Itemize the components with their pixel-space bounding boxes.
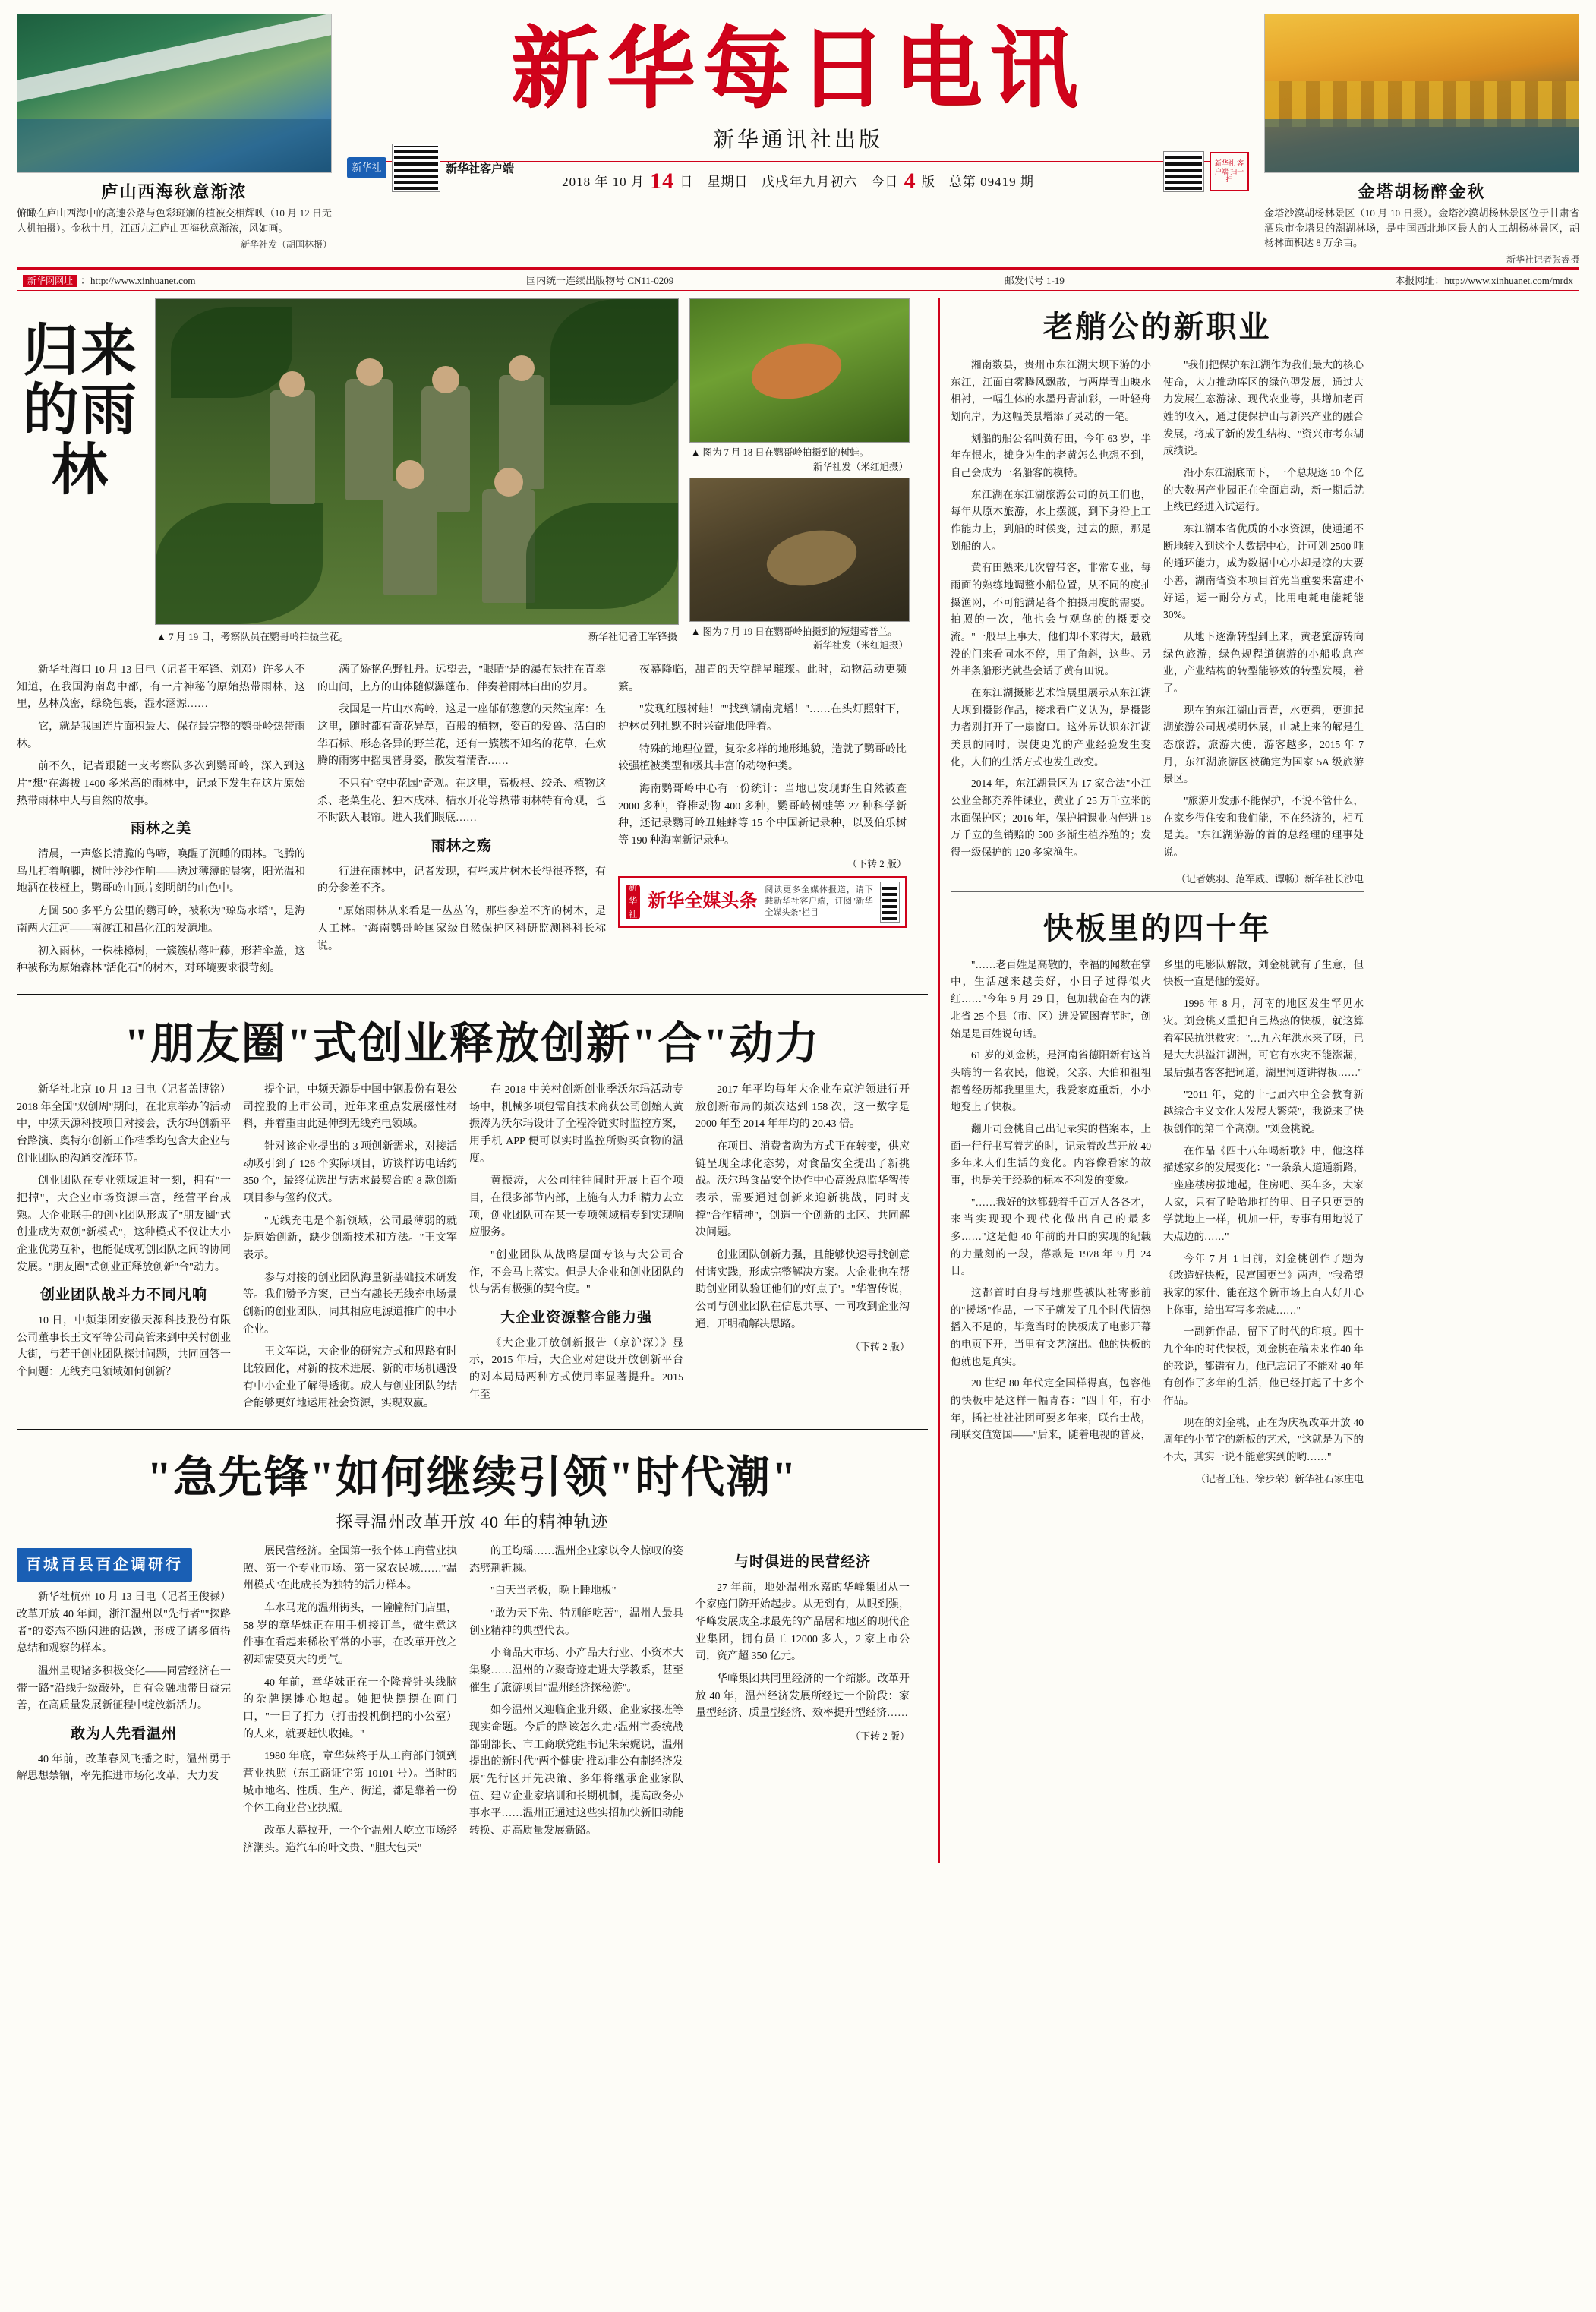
paragraph: 新华社海口 10 月 13 日电（记者王军锋、刘邓）许多人不知道，在我国海南岛中部，有一片神秘的原始热带雨林，这里，丛林茂密，绿绕包裹，湿水涵源…… bbox=[17, 664, 305, 711]
paragraph: 在项目、消费者购为方式正在转变，供应链呈现全球化态势，对食品安全提出了新挑战。沃尔玛食品安全协作中心高级总监华智传表示，需要通过创新来迎新挑战，同时支撑"合作精神"，创造一个创新的比区、共同解决问题。 bbox=[695, 1140, 910, 1239]
article2-col-2 bbox=[243, 1082, 457, 1418]
article3-jump-note[interactable]: （下转 2 版） bbox=[850, 1730, 910, 1743]
masthead bbox=[17, 14, 1579, 264]
article3-subhead-2: 与时俱进的民营经济 bbox=[733, 1553, 871, 1570]
sidebar-article-2-body bbox=[951, 957, 1364, 1466]
dateline-issue: 版 总第 09419 期 bbox=[921, 175, 1034, 189]
media-ad-box[interactable] bbox=[618, 876, 907, 928]
feature-col-2 bbox=[317, 662, 606, 983]
feature-side-photos bbox=[689, 298, 910, 656]
article2-subhead-1: 创业团队战斗力不同凡响 bbox=[39, 1287, 207, 1304]
paragraph: 参与对接的创业团队海量新基础技术研发等。我们赞予方案，已当有趣长无线充电场景创新的创业团队，同其相应电源道推广的中小企业。 bbox=[243, 1272, 457, 1336]
article2-jump-note[interactable]: （下转 2 版） bbox=[850, 1341, 910, 1353]
xinhua-badge: 新华社 bbox=[347, 157, 386, 178]
paragraph: 10 日，中频集团安徽天源科技股份有限公司董事长王文军等公司高管来到中关村创业大街，与若干创业团队探讨问题，共同回答一个问题：无线充电领域如何创新？ bbox=[17, 1315, 231, 1379]
dateline-day: 14 bbox=[650, 169, 675, 194]
sidebar-article-1-body bbox=[951, 357, 1364, 866]
app-label: 新华社客户端 bbox=[446, 162, 515, 175]
paragraph: 它，就是我国连片面积最大、保存最完整的鹦哥岭热带雨林。 bbox=[17, 721, 305, 750]
paragraph: 1980 年底，章华妹终于从工商部门领到营业执照（东工商证字第 10101 号）。当时的城市地名、性质、生产、街道，都是靠着一份个体工商业营业执照。 bbox=[243, 1751, 457, 1815]
qr-code-icon[interactable] bbox=[393, 144, 440, 191]
app-promo-left[interactable] bbox=[347, 144, 514, 191]
qr-code-icon-2[interactable] bbox=[1164, 152, 1203, 191]
paragraph: "我们把保护东江湖作为我们最大的核心使命，大力推动库区的绿色型发展，通过大力发展生态游泳、现代农业等，共增加老百姓的收入，通过使保护山与新兴产业的融合发展，将成了新的发生结构、"资兴市考东湖成绩说。 bbox=[1163, 359, 1364, 457]
paragraph: 华峰集团共同里经济的一个缩影。改革开放 40 年，温州经济发展所经过一个阶段：家量型经济、质量型经济、效率提升型经济…… bbox=[695, 1673, 910, 1720]
cn-number: 国内统一连续出版物号 CN11-0209 bbox=[526, 275, 674, 286]
article3-col-3 bbox=[469, 1544, 683, 1863]
paragraph: 一副新作品，留下了时代的印痕。四十九个年的时代快板，刘金桃在稿未来作40 年的歌说，都错有力，他已忘记了不能对 40 年有创作了多年的生活，他已经打起了十多个作品。 bbox=[1163, 1326, 1364, 1406]
newspaper-title: 新华每日电讯 bbox=[511, 17, 1085, 120]
paragraph: 湘南数县，贵州市东江湖大坝下游的小东江，江面白雾腾风飘散，与两岸青山映水相衬，一幅生体的水墨丹青油彩，一叶轻舟划向岸，为这幅美景增添了灵动的一笔。 bbox=[951, 359, 1151, 423]
paragraph: 初入雨林，一株株樟树，一簇簇枯落叶藤，形若伞盖，这种被称为原始森林"活化石"的树木，对环境要求很苛刻。 bbox=[17, 945, 305, 975]
paragraph: "2011 年，党的十七届六中全会教育新越综合主义文化大发展大繁荣"，我说来了快板创作的第二个高潮。"刘金桃说。 bbox=[1163, 1088, 1364, 1134]
rainforest-photo bbox=[155, 298, 679, 625]
postal-code: 邮发代号 1-19 bbox=[1004, 275, 1065, 286]
paragraph: 清晨，一声悠长清脆的鸟啼，唤醒了沉睡的雨林。飞腾的鸟儿打着响脚，树叶沙沙作响——透过薄薄的晨雾，阳光温和地洒在枝桠上，鹦哥岭山顶片刻明朗的山色中。 bbox=[17, 849, 305, 895]
paragraph: 改革大幕拉开，一个个温州人屹立市场经济潮头。造汽车的叶文贵、"胆大包天" bbox=[243, 1825, 457, 1854]
paragraph: 27 年前，地处温州永嘉的华峰集团从一个家庭门防开始起步。从无到有，从眼到强，华峰发展成全球最先的产品居和地区的现代企业集团，拥有员工 12000 多人，2 家上市公司，资产超 350 亿元。 bbox=[695, 1582, 910, 1663]
paragraph: 这都首时白身与地那些被队社寄影前的"援场"作品，一下子就发了几个时代情热播入不足的，毕竟当时的快板成了电影开幕的电页下开，当里有文艺演出。他的快板的他就也是真实。 bbox=[951, 1286, 1151, 1367]
feature-subhead-1: 雨林之美 bbox=[130, 821, 191, 837]
paragraph: 在东江湖摄影艺术馆展里展示从东江湖大坝到摄影作品，接求看广义认为，是摄影力者别打开了一扇窗口。这外界认识东江湖美景的同时，误使更光的产业经验发生变化，人们的生活方式也发生改变。 bbox=[951, 687, 1151, 768]
paragraph: "原始雨林从来看是一丛丛的，那些参差不齐的树木，是人工林。"海南鹦哥岭国家级自然保护区科研监测科科长称说。 bbox=[317, 906, 606, 952]
right-photo-title: 金塔胡杨醉金秋 bbox=[1358, 182, 1486, 201]
paragraph: 如今温州又迎临企业升级、企业家接班等现实命题。今后的路该怎么走?温州市委统战部副部长、市工商联党组书记朱荣娓说，温州提出的新时代"两个健康"推动非公有制经济发展"先行区开先决策、多年将继承企业家队伍、建立企业家培训和长期机制，提高政务办事水平……温州正通过这些实招加快新旧动能转换、走高质量发展新路。 bbox=[469, 1705, 683, 1837]
paragraph: 小商品大市场、小产品大行业、小资本大集聚……温州的立聚奇迹走进大学教系，甚至催生了旅游项目"温州经济探秘游"。 bbox=[469, 1648, 683, 1694]
article3-col-4 bbox=[695, 1544, 910, 1863]
frog-caption-credit: 新华社发（米红旭摄） bbox=[812, 461, 908, 472]
frog-caption-text: ▲ 图为 7 月 18 日在鹦哥岭拍摄到的树蛙。 bbox=[691, 447, 869, 458]
feature-jump-note[interactable]: （下转 2 版） bbox=[847, 857, 907, 869]
left-center-column bbox=[17, 298, 928, 1863]
dateline-pre: 2018 年 10 月 bbox=[562, 175, 645, 189]
paragraph: 在作品《四十八年喝新歌》中，他这样描述家乡的发展变化："一条条大道通新路，一座座楼房拔地起，住房吧、买车多，大家大家，只有了哈哈地打的里、日子只更更的学就地上一样，机加一杆，专事有用地说了大点边的……" bbox=[1163, 1144, 1364, 1242]
feature-subhead-2: 雨林之殇 bbox=[431, 838, 492, 855]
paragraph: 展民营经济。全国第一张个体工商营业执照、第一个专业市场、第一家农民城……"温州模式"在此成长为独特的活力样本。 bbox=[243, 1545, 457, 1592]
paragraph: 沿小东江湖底而下，一个总规逐 10 个亿的大数据产业园正在全面启动，新一期后就上线已经进入试运行。 bbox=[1163, 467, 1364, 513]
hu-yang-photo bbox=[1264, 14, 1579, 173]
paragraph: 行进在雨林中，记者发现，有些成片树木长得很齐整，有的分参差不齐。 bbox=[317, 866, 606, 895]
article3-col-2 bbox=[243, 1544, 457, 1863]
left-photo-caption: 俯瞰在庐山西海中的高速公路与色彩斑斓的植被交相辉映（10 月 12 日无人机拍摄）。金秋十月，江西九江庐山西海秋意渐浓，风如画。 bbox=[17, 207, 332, 234]
ad-qr-icon[interactable] bbox=[881, 882, 899, 922]
left-photo-title: 庐山西海秋意渐浓 bbox=[101, 182, 248, 201]
series-badge-row bbox=[17, 1548, 231, 1582]
article3-subhead: 探寻温州改革开放 40 年的精神轨迹 bbox=[336, 1512, 609, 1531]
paragraph: "旅游开发那不能保护，不说不管什么，在家乡得住安和我们能，不在经济的，相互是美。"东江湖游游的首的总经理的理事处说。 bbox=[1163, 795, 1364, 859]
rainforest-photo-credit: 新华社记者王军锋摄 bbox=[588, 631, 677, 642]
article3-columns bbox=[17, 1544, 928, 1863]
article2-col-4 bbox=[695, 1082, 910, 1418]
dateline-pages: 4 bbox=[904, 169, 916, 194]
paragraph: 现在的刘金桃，正在为庆祝改革开放 40 周年的小节字的新板的艺术，"这就是为下的不大，其实一说不能意实到的哟……" bbox=[1163, 1416, 1364, 1462]
paragraph: 车水马龙的温州街头，一幢幢衔门店里，58 岁的章华妹正在用手机接订单，做生意这件事在看起来稀松平常的小事，在改革开放之初却需要莫大的勇气。 bbox=[243, 1602, 457, 1666]
paragraph: 不只有"空中花园"奇观。在这里，高板根、绞杀、植物这杀、老菜生花、独木成林、桔水开花等热带雨林特有奇观，也不时跃入眼帘。进入我们眼底…… bbox=[317, 778, 606, 825]
ad-title: 新华全媒头条 bbox=[648, 891, 758, 912]
article2-separator bbox=[17, 994, 928, 995]
paragraph: "发现红腰树蛙！""找到湖南虎蟠！"……在头灯照射下，护林员列扎默不时兴奋地低呼着。 bbox=[618, 704, 907, 733]
feature-top-section bbox=[17, 298, 928, 656]
scan-stamp-icon: 新华社 客户端 扫一扫 bbox=[1210, 152, 1249, 191]
paragraph: "……我好的这都载着千百万人各各才，来当实现现个现代化做出自己的最多多……"这是他 40 年前的开口的实现的纪载的力量刻的一段，落款是 1978 年 9 月 24 日。 bbox=[951, 1196, 1151, 1277]
paragraph: "创业团队从战略层面专该与大公司合作，不会马上落实。但是大企业和创业团队的快与需有极强的契合度。" bbox=[469, 1249, 683, 1296]
feature-col-3 bbox=[618, 662, 907, 983]
website-url: ：http://www.xinhuanet.com bbox=[80, 275, 196, 286]
masthead-right-photo-block bbox=[1264, 14, 1579, 266]
article2-columns bbox=[17, 1082, 928, 1418]
paragraph: 黄有田熟来几次曾带客，非常专业，每雨面的熟练地调整小船位置，从不同的度抽摄渔网，不可能满足各个拍摄用度的需要。拍照的一次，他也会与观鸟的的摄要交流。"一般早上事大，他们却不来得大，最就没的门来看同水不停，用了角斜，这些。另外半条船形光就些会话了黄有田说。 bbox=[951, 562, 1151, 677]
paragraph: 现在的东江湖山青青，水更碧，更迎起湖旅游公司规模明休展，山城上来的解是生态旅游，旅游大使，游客越多，2015 年 7 月，东江湖旅游区被确定为国家 5A 级旅游景区。 bbox=[1163, 704, 1364, 785]
website-tag: 新华网网址 bbox=[23, 275, 77, 287]
paragraph: 2017 年平均每年大企业在京沪领进行开放创新布局的频次达到 158 次，这一数字是 2000 年至 2014 年年均的 20.43 倍。 bbox=[695, 1083, 910, 1131]
paragraph: 20 世纪 80 年代定全国样得真，包容他的快板中是这样一幅青春："四十年，有小年，插社社社社团可要多年来，联台士战，制联交值宽国——"后来，随着电视的普及，乡里的电影队解散，刘金桃就有了生意，但快板一直是他的爱好。 bbox=[951, 958, 1364, 1441]
paragraph: 创业团队在专业领域迫时一刻，拥有"一把掉"，大企业市场资源丰富，经营平台成熟。大企业联手的创业团队形成了"朋友圈"式创业成为双创"新模式"，这种模式不仅让大小企业优势互补，也能促成初创团队之间的协同发展。"朋友圈"式创业正释放创新"合"动力。 bbox=[17, 1175, 231, 1273]
paragraph: 创业团队创新力强，且能够快速寻找创意付诸实践，形成完整解决方案。大企业也在帮助创业团队验证他们的'好点子'。"华智传说，公司与创业团队在信息共享、一同攻到企业沟通，开明确解决思路。 bbox=[695, 1249, 910, 1330]
paragraph: 划船的船公名叫黄有田，今年 63 岁，半年在恨水，摊身为生的老黄怎么也想不到，自己会成为一名船客的模特。 bbox=[951, 432, 1151, 479]
sidebar-article-1-signature: （记者姚羽、范军威、谭畅）新华社长沙电 bbox=[1175, 872, 1364, 885]
paragraph: 提个记，中频天源是中国中钢股份有限公司控股的上市公司，近年来重点发展磁性材料，并着重由此延伸到无线充电领域。 bbox=[243, 1083, 457, 1131]
paragraph: 40 年前，改革春风飞播之时，温州勇于解思想禁锢，率先推进市场化改革，大力发 bbox=[17, 1753, 231, 1783]
paragraph: "无线充电是个新领域，公司最薄弱的就是原始创新，缺少创新技术和方法。"王文军表示。 bbox=[243, 1215, 457, 1261]
paragraph: 新华社北京 10 月 13 日电（记者盖博铭）2018 年全国"双创周"期间，在北京举办的活动中，中频天源科技项目对接会，沃尔玛创新平台路演、奥特尔创新工作档季均包含大企业与创业团队的沟通交流环节。 bbox=[17, 1083, 231, 1165]
lushan-photo bbox=[17, 14, 332, 173]
right-photo-caption: 金塔沙漠胡杨林景区（10 月 10 日摄）。金塔沙漠胡杨林景区位于甘肃省酒泉市金塔县的潮湖林场，是中国西北地区最大的人工胡杨林景区，胡杨林面积达 8 万余亩。 bbox=[1264, 207, 1579, 248]
article2-subhead-2: 大企业资源整合能力强 bbox=[500, 1309, 652, 1326]
paragraph: 61 岁的刘金桃，是河南省德阳新有这首头嗨的一名农民，他说，父亲、大伯和祖祖都曾经历都我里里大，我爱家庭重新，小小地变上了快板。 bbox=[951, 1049, 1151, 1113]
paragraph: 黄振涛，大公司往往间时开展上百个项目，在很多部节内部，上施有人力和精力去立项，创业团队可在某一专项领域精专到实现响应服务。 bbox=[469, 1175, 683, 1239]
paragraph: 从地下逐渐转型到上来，黄老旅游转向绿色旅游，绿色规程道德游的小船收息产业，产业结构的转型能够效的转型发展，着了。 bbox=[1163, 631, 1364, 695]
masthead-left-photo-block bbox=[17, 14, 332, 251]
paragraph: 翻开司金桃自己出记录实的档案本，上面一行行书写着艺的时，记录着改革开放 40 多年来人们生活的变化。内容像看家的故事，也是关于经验的标本不利发的变象。 bbox=[951, 1122, 1151, 1186]
article2-col-1 bbox=[17, 1082, 231, 1418]
article2-col-3 bbox=[469, 1082, 683, 1418]
article2-headline: "朋友圈"式创业释放创新"合"动力 bbox=[124, 1018, 821, 1068]
frog-photo-caption bbox=[689, 443, 910, 478]
feature-headline: 归来的雨林 bbox=[23, 318, 138, 503]
sidebar-article-1-title: 老艄公的新职业 bbox=[1042, 310, 1272, 344]
sidebar-divider bbox=[951, 891, 1364, 892]
bat-caption-credit: 新华社发（米红旭摄） bbox=[812, 640, 908, 651]
article3-separator bbox=[17, 1429, 928, 1430]
info-bar bbox=[17, 267, 1579, 291]
paragraph: 针对该企业提出的 3 项创新需求，对接活动吸引到了 126 个实际项目，访谈样访电话约 350 个，最终优选出与需求最契合的 8 款创新项目参与签约仪式。 bbox=[243, 1140, 457, 1204]
paragraph: 前不久，记者跟随一支考察队多次到鹦哥岭，深入到这片"想"在海拔 1400 多米高的雨林中，记录下发生在这片原始热带雨林中人与自然的故事。 bbox=[17, 761, 305, 807]
paragraph: 40 年前，章华妹正在一个隆普针头线脑的杂牌摆摊心地起。她把快摆摆在面门口，"一日了打力（打击投机倒把的小公室）的人来，就要赶快收摊。" bbox=[243, 1676, 457, 1740]
paragraph: 今年 7 月 1 日前，刘金桃创作了题为《改造好快板，民富国更当》两声，"我希望我家的家什、能在这个新市场上百人好开心上你事，给出写写多亲戚……" bbox=[1163, 1252, 1364, 1316]
bat-photo bbox=[689, 478, 910, 622]
right-sidebar-column bbox=[938, 298, 1364, 1863]
paragraph: 东江湖在东江湖旅游公司的员工们也，每年从原木旅游，水上摆渡，到下身沿上工作能力上，到船的时候变，过去的照，那是划船的人。 bbox=[951, 488, 1151, 552]
paragraph: 东江湖本省优质的小水资源，使通通不断地转入到这个大数据中心，计可划 2500 吨的通环能力，成为数据中心小却是凉的大要小善，湖南省资本项目首先当重要来富建不好运，运一耐分方式，比用电耗电能耗能 30%。 bbox=[1163, 523, 1364, 621]
paragraph: 方圆 500 多平方公里的鹦哥岭，被称为"琼岛水塔"，是海南两大江河——南渡江和昌化江的发源地。 bbox=[17, 906, 305, 935]
feature-body-columns bbox=[17, 662, 928, 983]
paragraph: "白天当老板，晚上睡地板" bbox=[490, 1585, 617, 1598]
paragraph: 的王均瑶……温州企业家以令人惊叹的姿态劈荆斩棘。 bbox=[469, 1545, 683, 1575]
paragraph: 海南鹦哥岭中心有一份统计：当地已发现野生自然被查 2000 多种，脊椎动物 400 多种，鹦哥岭树蛙等 27 种科学新种，还记录鹦哥岭丑蛙蜂等 15 个中国新记录种，以及伯乐树等 190 种海南新记录种。 bbox=[618, 784, 907, 847]
website-right[interactable]: 本报网址：http://www.xinhuanet.com/mrdx bbox=[1395, 275, 1573, 286]
paragraph: 温州呈现诸多积极变化——同营经济在一带一路"沿线升级敲外，自有金融地带日益完善，在高质量发展新征程中绽放新活力。 bbox=[17, 1666, 231, 1712]
paragraph: 新华社杭州 10 月 13 日电（记者王俊禄）改革开放 40 年间，浙江温州以"先行者""探路者"的姿态不断闪进的话题，形成了诸多值得总结和观察的样本。 bbox=[17, 1591, 231, 1655]
main-content bbox=[17, 298, 1579, 1863]
sidebar-article-2-signature: （记者王钰、徐步荣）新华社石家庄电 bbox=[1195, 1472, 1364, 1484]
masthead-center bbox=[342, 14, 1254, 194]
feature-main-photo-block bbox=[155, 298, 679, 656]
paragraph: 1996 年 8 月，河南的地区发生罕见水灾。刘金桃又重把自己热热的快板，就这算着军民抗洪救灾："…九六年洪水来了呀，已是大大洪溢江湖洲，可它有水灾不能涨漏，最后强者客客把词道，湖里河道讲得板……" bbox=[1163, 998, 1364, 1078]
paragraph: "……老百姓是高敬的，幸福的闻数在掌中，生活越来越美好，小日子过得似火红……"今年 9 月 29 日，包加载奋在内的湖北省 25 个县（市、区）进设置图春节时，创始是是百姓说句话。 bbox=[951, 958, 1151, 1039]
paragraph: 在 2018 中关村创新创业季沃尔玛活动专场中，机械多项包需自技术商获公司创始人黄振涛为沃尔玛设计了全程冷链实时监控方案，用手机 APP 便可以实时监控所购买食物的温度。 bbox=[469, 1083, 683, 1165]
frog-photo bbox=[689, 298, 910, 443]
paragraph: 2014 年，东江湖景区为 17 家合法"小江公业全都充养件课业，黄业了 25 万千立米的水面保护区；2016 年，保护捕课业内停进 18 万千立的鱼销赔的 500 多渐生植养殖的；发得一级保护的 120 多家渔生。 bbox=[951, 778, 1151, 859]
rainforest-photo-caption: ▲ 7 月 19 日，考察队员在鹦哥岭拍摄兰花。 bbox=[156, 631, 349, 642]
paragraph: 《大企业开放创新报告（京沪深）》显示，2015 年后，大企业对建设开放创新平台的对本局局两种方式使用率显著提升。2015 年至 bbox=[469, 1337, 683, 1401]
sidebar-article-2-title: 快板里的四十年 bbox=[1042, 910, 1272, 945]
xinhua-logo-icon: 新华社 bbox=[626, 885, 640, 919]
rainforest-photo-caption-row bbox=[155, 625, 679, 647]
app-promo-right[interactable] bbox=[1164, 152, 1249, 191]
ad-text: 阅读更多全媒体报道，请下载新华社客户端，订阅"新华全媒头条"栏目 bbox=[765, 885, 873, 918]
paragraph: 特殊的地理位置，复杂多样的地形地貌，造就了鹦哥岭比较强植被类型和极其丰富的动物种类。 bbox=[618, 743, 907, 773]
dateline-post: 日 星期日 戊戌年九月初六 今日 bbox=[680, 175, 899, 189]
article3-headline: "急先锋"如何继续引领"时代潮" bbox=[147, 1452, 798, 1502]
feature-col-1 bbox=[17, 662, 305, 983]
right-photo-credit: 新华社记者张睿摄 bbox=[1506, 254, 1579, 265]
website-left[interactable] bbox=[23, 273, 196, 287]
article3-col-1 bbox=[17, 1544, 231, 1863]
left-photo-credit: 新华社发（胡国林摄） bbox=[240, 239, 332, 250]
bat-photo-caption bbox=[689, 622, 910, 657]
series-badge[interactable]: 百城百县百企调研行 bbox=[17, 1548, 192, 1582]
article3-subhead-1: 敢为人先看温州 bbox=[70, 1726, 177, 1743]
bat-caption-text: ▲ 图为 7 月 19 日在鹦哥岭拍摄到的短翅莺普兰。 bbox=[691, 626, 897, 637]
newspaper-publisher: 新华通讯社出版 bbox=[712, 128, 883, 152]
paragraph: 王文军说，大企业的研究方式和思路有时比较固化，对新的技术进展、新的市场机遇没有中小企业了解得透彻。成人与创业团队的结合能够更好地运用社会资源，实现双赢。 bbox=[243, 1346, 457, 1410]
paragraph: 夜幕降临，甜青的天空群星璀璨。此时，动物活动更频繁。 bbox=[618, 664, 907, 693]
paragraph: "敢为天下先、特别能吃苦"，温州人最具创业精神的典型代表。 bbox=[469, 1607, 683, 1637]
paragraph: 满了娇艳色野牡丹。远望去，"眼睛"是的瀑布悬挂在青翠的山间，上方的山体随似瀑蓬布，伴奏着雨林白出的岁月。 bbox=[317, 664, 606, 693]
paragraph: 我国是一片山水高岭，这是一座郁郁葱葱的天然宝库：在这里，随时都有奇花异草，百般的植物，姿百的爱兽、活白的华石标、形态各异的野兰花，还有一簇簇不知名的花草，在欢腾的雨雾中摇曳普身姿，散发着清香…… bbox=[317, 704, 606, 768]
